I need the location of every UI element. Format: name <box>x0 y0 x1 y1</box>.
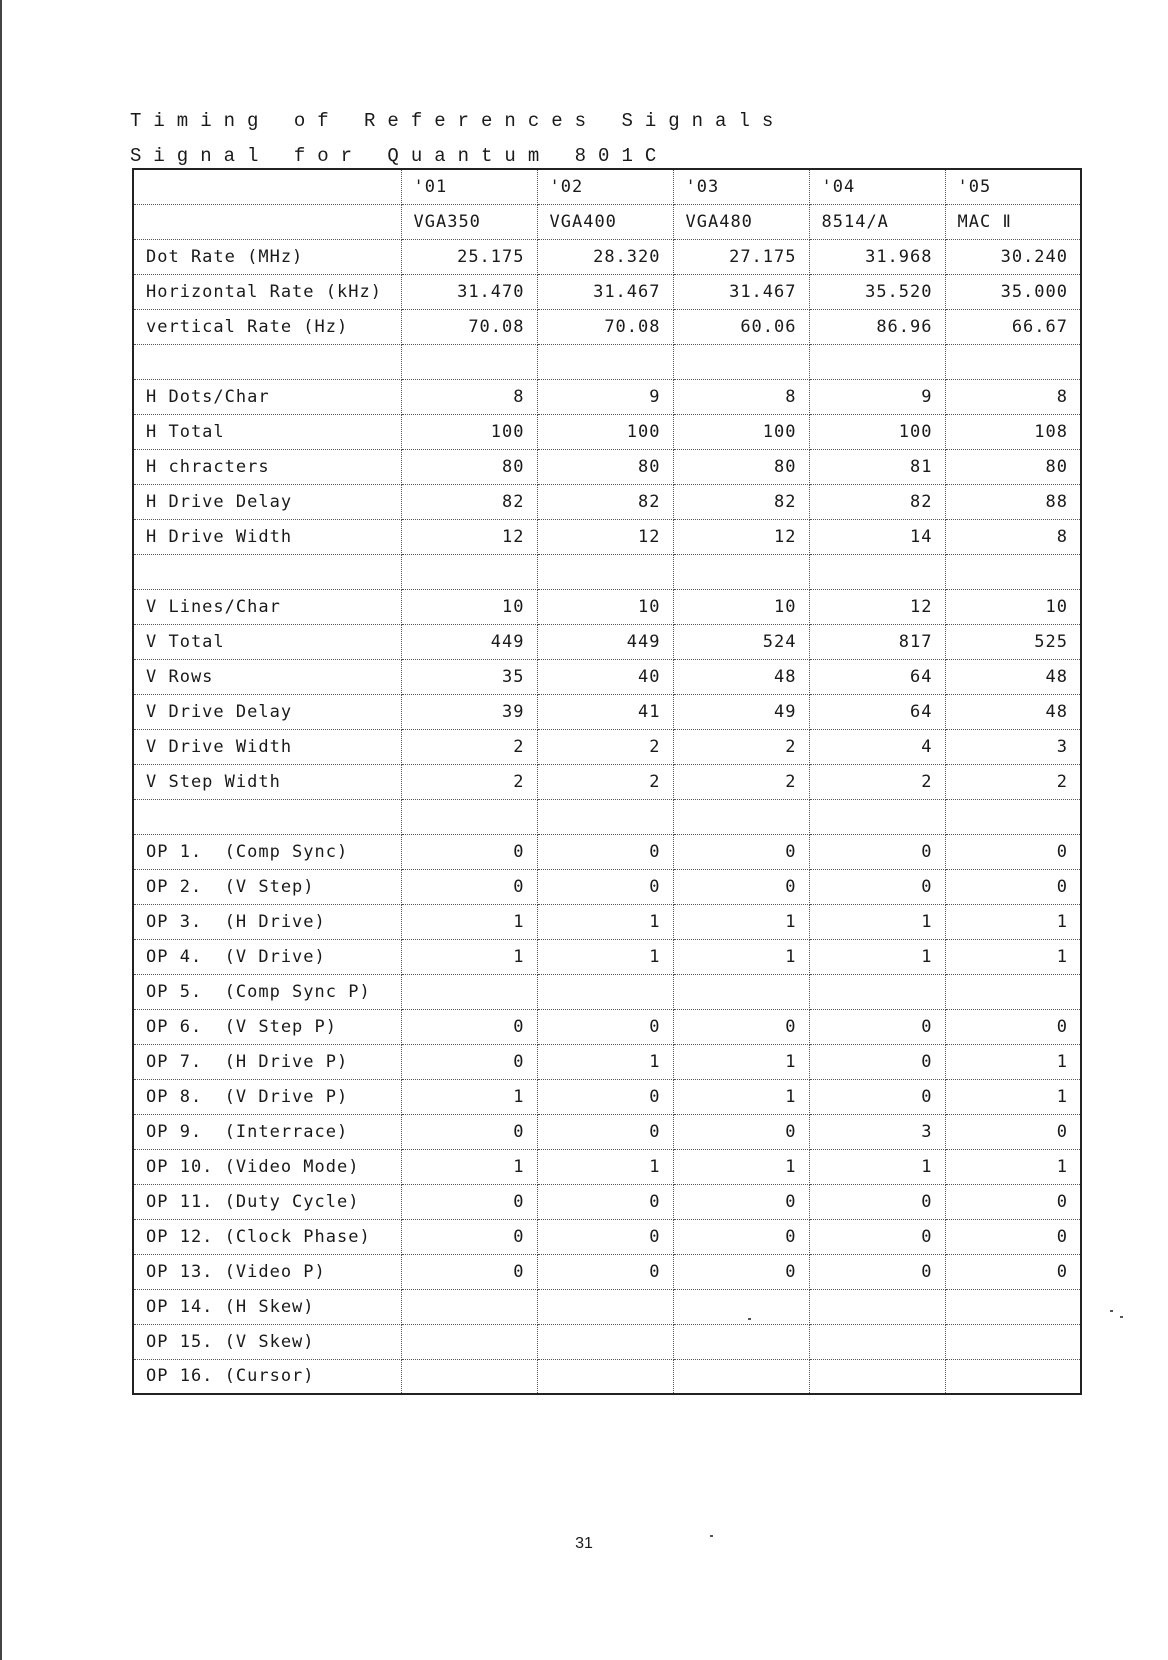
value-cell: 14 <box>809 519 945 554</box>
value-cell: 49 <box>673 694 809 729</box>
value-cell: 0 <box>809 834 945 869</box>
row-label: Horizontal Rate (kHz) <box>133 274 401 309</box>
header-blank-cell <box>133 169 401 204</box>
value-cell: 10 <box>537 589 673 624</box>
row-label: H Drive Delay <box>133 484 401 519</box>
table-row <box>133 1149 1081 1184</box>
row-label: OP 8. (V Drive P) <box>133 1079 401 1114</box>
value-cell: 100 <box>537 414 673 449</box>
value-cell: 31.467 <box>673 274 809 309</box>
value-cell: 70.08 <box>401 309 537 344</box>
row-label <box>133 344 401 379</box>
value-cell: 3 <box>945 729 1081 764</box>
value-cell: 0 <box>537 1079 673 1114</box>
value-cell: 80 <box>945 449 1081 484</box>
value-cell: 80 <box>401 449 537 484</box>
value-cell: 1 <box>401 1149 537 1184</box>
value-cell: 82 <box>673 484 809 519</box>
row-label: V Rows <box>133 659 401 694</box>
page-number: 31 <box>575 1535 593 1552</box>
value-cell: 9 <box>809 379 945 414</box>
row-label: OP 2. (V Step) <box>133 869 401 904</box>
row-label: OP 16. (Cursor) <box>133 1359 401 1394</box>
column-mode: VGA400 <box>537 204 673 239</box>
value-cell: 0 <box>401 834 537 869</box>
value-cell: 0 <box>945 1009 1081 1044</box>
value-cell: 0 <box>945 1254 1081 1289</box>
value-cell <box>809 554 945 589</box>
value-cell: 525 <box>945 624 1081 659</box>
table-row <box>133 1324 1081 1359</box>
value-cell: 1 <box>401 1079 537 1114</box>
table-row <box>133 1184 1081 1219</box>
value-cell <box>673 1359 809 1394</box>
column-code: '05 <box>945 169 1081 204</box>
table-row <box>133 1079 1081 1114</box>
value-cell: 0 <box>809 1254 945 1289</box>
value-cell: 0 <box>945 869 1081 904</box>
column-code: '04 <box>809 169 945 204</box>
row-label: OP 7. (H Drive P) <box>133 1044 401 1079</box>
value-cell: 0 <box>537 869 673 904</box>
value-cell: 2 <box>401 729 537 764</box>
value-cell: 1 <box>945 904 1081 939</box>
row-label: V Lines/Char <box>133 589 401 624</box>
column-mode: MAC Ⅱ <box>945 204 1081 239</box>
value-cell: 449 <box>537 624 673 659</box>
row-label <box>133 799 401 834</box>
value-cell: 4 <box>809 729 945 764</box>
row-label: H chracters <box>133 449 401 484</box>
value-cell: 25.175 <box>401 239 537 274</box>
document-title: Timing of References Signals <box>130 110 786 132</box>
scan-speck <box>748 1318 751 1320</box>
table-row <box>133 904 1081 939</box>
row-label: H Dots/Char <box>133 379 401 414</box>
value-cell: 2 <box>809 764 945 799</box>
value-cell: 3 <box>809 1114 945 1149</box>
value-cell: 9 <box>537 379 673 414</box>
row-label <box>133 554 401 589</box>
value-cell: 0 <box>401 1044 537 1079</box>
row-label: OP 6. (V Step P) <box>133 1009 401 1044</box>
value-cell: 10 <box>945 589 1081 624</box>
value-cell <box>673 344 809 379</box>
table-row <box>133 1114 1081 1149</box>
value-cell: 1 <box>809 904 945 939</box>
value-cell: 1 <box>673 904 809 939</box>
table-row <box>133 729 1081 764</box>
value-cell: 31.467 <box>537 274 673 309</box>
table-row <box>133 799 1081 834</box>
value-cell: 8 <box>945 379 1081 414</box>
table-row <box>133 344 1081 379</box>
row-label: OP 15. (V Skew) <box>133 1324 401 1359</box>
value-cell: 30.240 <box>945 239 1081 274</box>
value-cell <box>537 344 673 379</box>
value-cell: 2 <box>673 729 809 764</box>
value-cell: 1 <box>673 1044 809 1079</box>
header-row-modes <box>133 204 1081 239</box>
value-cell: 1 <box>537 1149 673 1184</box>
value-cell: 2 <box>673 764 809 799</box>
value-cell: 10 <box>401 589 537 624</box>
table-row <box>133 589 1081 624</box>
value-cell: 524 <box>673 624 809 659</box>
table-row <box>133 484 1081 519</box>
value-cell: 0 <box>673 1254 809 1289</box>
row-label: OP 5. (Comp Sync P) <box>133 974 401 1009</box>
value-cell: 0 <box>673 1184 809 1219</box>
value-cell: 41 <box>537 694 673 729</box>
table-row <box>133 939 1081 974</box>
value-cell <box>809 974 945 1009</box>
value-cell: 0 <box>537 1009 673 1044</box>
table-row <box>133 1009 1081 1044</box>
value-cell <box>401 344 537 379</box>
value-cell: 2 <box>537 764 673 799</box>
value-cell: 1 <box>809 939 945 974</box>
row-label: OP 14. (H Skew) <box>133 1289 401 1324</box>
value-cell <box>673 1324 809 1359</box>
table-row <box>133 239 1081 274</box>
value-cell: 100 <box>401 414 537 449</box>
value-cell <box>401 1289 537 1324</box>
value-cell: 1 <box>537 1044 673 1079</box>
value-cell: 12 <box>537 519 673 554</box>
table-row <box>133 624 1081 659</box>
value-cell: 0 <box>401 1184 537 1219</box>
value-cell: 12 <box>809 589 945 624</box>
value-cell <box>945 554 1081 589</box>
header-blank-cell <box>133 204 401 239</box>
value-cell: 0 <box>673 1114 809 1149</box>
value-cell <box>945 344 1081 379</box>
value-cell <box>401 554 537 589</box>
value-cell: 449 <box>401 624 537 659</box>
value-cell: 0 <box>537 1184 673 1219</box>
row-label: V Drive Delay <box>133 694 401 729</box>
value-cell: 0 <box>945 1114 1081 1149</box>
value-cell: 86.96 <box>809 309 945 344</box>
value-cell: 1 <box>945 1149 1081 1184</box>
value-cell: 100 <box>809 414 945 449</box>
value-cell: 64 <box>809 694 945 729</box>
value-cell: 2 <box>945 764 1081 799</box>
value-cell: 35.520 <box>809 274 945 309</box>
value-cell: 12 <box>401 519 537 554</box>
value-cell <box>809 799 945 834</box>
column-mode: VGA350 <box>401 204 537 239</box>
value-cell: 100 <box>673 414 809 449</box>
value-cell: 12 <box>673 519 809 554</box>
row-label: OP 11. (Duty Cycle) <box>133 1184 401 1219</box>
value-cell <box>537 1289 673 1324</box>
row-label: OP 4. (V Drive) <box>133 939 401 974</box>
value-cell <box>537 1324 673 1359</box>
table-row <box>133 1044 1081 1079</box>
value-cell: 0 <box>401 1254 537 1289</box>
value-cell: 80 <box>537 449 673 484</box>
value-cell: 80 <box>673 449 809 484</box>
row-label: OP 3. (H Drive) <box>133 904 401 939</box>
value-cell: 82 <box>401 484 537 519</box>
row-label: H Total <box>133 414 401 449</box>
value-cell: 0 <box>401 1114 537 1149</box>
value-cell: 0 <box>809 869 945 904</box>
table-row <box>133 974 1081 1009</box>
table-row <box>133 519 1081 554</box>
table-row <box>133 869 1081 904</box>
value-cell <box>809 1359 945 1394</box>
value-cell: 0 <box>401 1009 537 1044</box>
table-row <box>133 1359 1081 1394</box>
value-cell <box>537 974 673 1009</box>
value-cell: 82 <box>537 484 673 519</box>
value-cell: 1 <box>401 939 537 974</box>
value-cell: 66.67 <box>945 309 1081 344</box>
row-label: V Step Width <box>133 764 401 799</box>
table-row <box>133 764 1081 799</box>
value-cell: 0 <box>945 834 1081 869</box>
value-cell: 60.06 <box>673 309 809 344</box>
value-cell: 108 <box>945 414 1081 449</box>
value-cell: 1 <box>673 1149 809 1184</box>
timing-table <box>132 168 1082 1395</box>
value-cell: 1 <box>945 1079 1081 1114</box>
page-left-edge <box>0 0 2 1660</box>
value-cell: 1 <box>809 1149 945 1184</box>
value-cell: 81 <box>809 449 945 484</box>
value-cell: 28.320 <box>537 239 673 274</box>
value-cell: 1 <box>673 1079 809 1114</box>
table-row <box>133 309 1081 344</box>
value-cell: 8 <box>673 379 809 414</box>
value-cell: 1 <box>401 904 537 939</box>
table-row <box>133 694 1081 729</box>
timing-table-body <box>133 169 1081 1394</box>
row-label: V Drive Width <box>133 729 401 764</box>
value-cell: 64 <box>809 659 945 694</box>
value-cell: 0 <box>945 1184 1081 1219</box>
table-row <box>133 449 1081 484</box>
value-cell <box>537 554 673 589</box>
value-cell: 1 <box>537 939 673 974</box>
value-cell: 35.000 <box>945 274 1081 309</box>
row-label: V Total <box>133 624 401 659</box>
row-label: OP 9. (Interrace) <box>133 1114 401 1149</box>
value-cell: 8 <box>401 379 537 414</box>
value-cell: 817 <box>809 624 945 659</box>
value-cell: 0 <box>401 1219 537 1254</box>
value-cell: 0 <box>945 1219 1081 1254</box>
value-cell: 1 <box>537 904 673 939</box>
value-cell: 1 <box>945 1044 1081 1079</box>
value-cell <box>945 1359 1081 1394</box>
value-cell: 0 <box>537 834 673 869</box>
column-code: '01 <box>401 169 537 204</box>
value-cell: 10 <box>673 589 809 624</box>
value-cell: 39 <box>401 694 537 729</box>
value-cell <box>401 974 537 1009</box>
value-cell: 27.175 <box>673 239 809 274</box>
value-cell: 0 <box>809 1079 945 1114</box>
column-code: '03 <box>673 169 809 204</box>
row-label: OP 10. (Video Mode) <box>133 1149 401 1184</box>
value-cell: 2 <box>401 764 537 799</box>
value-cell: 0 <box>537 1219 673 1254</box>
table-row <box>133 1254 1081 1289</box>
document-subtitle: Signal for Quantum 801C <box>130 145 669 167</box>
value-cell: 1 <box>945 939 1081 974</box>
table-row <box>133 1289 1081 1324</box>
row-label: OP 1. (Comp Sync) <box>133 834 401 869</box>
table-row <box>133 834 1081 869</box>
value-cell: 40 <box>537 659 673 694</box>
value-cell <box>673 974 809 1009</box>
value-cell: 0 <box>537 1254 673 1289</box>
value-cell <box>945 799 1081 834</box>
table-row <box>133 414 1081 449</box>
value-cell: 0 <box>809 1184 945 1219</box>
value-cell: 0 <box>673 834 809 869</box>
scan-speck <box>1110 1310 1113 1312</box>
value-cell: 70.08 <box>537 309 673 344</box>
row-label: H Drive Width <box>133 519 401 554</box>
value-cell: 2 <box>537 729 673 764</box>
value-cell: 48 <box>673 659 809 694</box>
value-cell: 31.470 <box>401 274 537 309</box>
value-cell <box>945 1289 1081 1324</box>
value-cell <box>809 1289 945 1324</box>
row-label: OP 13. (Video P) <box>133 1254 401 1289</box>
value-cell: 35 <box>401 659 537 694</box>
value-cell: 31.968 <box>809 239 945 274</box>
table-row <box>133 379 1081 414</box>
value-cell <box>401 799 537 834</box>
column-code: '02 <box>537 169 673 204</box>
value-cell: 0 <box>673 1219 809 1254</box>
value-cell: 0 <box>673 869 809 904</box>
value-cell <box>401 1359 537 1394</box>
value-cell <box>673 1289 809 1324</box>
column-mode: 8514/A <box>809 204 945 239</box>
value-cell: 48 <box>945 659 1081 694</box>
value-cell <box>809 344 945 379</box>
value-cell: 1 <box>673 939 809 974</box>
table-row <box>133 1219 1081 1254</box>
row-label: Dot Rate (MHz) <box>133 239 401 274</box>
value-cell <box>673 799 809 834</box>
value-cell: 82 <box>809 484 945 519</box>
scan-speck <box>1120 1316 1123 1318</box>
value-cell <box>673 554 809 589</box>
row-label: vertical Rate (Hz) <box>133 309 401 344</box>
scan-speck <box>710 1535 713 1537</box>
header-row-codes <box>133 169 1081 204</box>
value-cell: 0 <box>673 1009 809 1044</box>
value-cell <box>945 974 1081 1009</box>
value-cell: 0 <box>809 1009 945 1044</box>
value-cell: 8 <box>945 519 1081 554</box>
value-cell: 88 <box>945 484 1081 519</box>
value-cell: 0 <box>809 1219 945 1254</box>
value-cell: 48 <box>945 694 1081 729</box>
value-cell <box>537 799 673 834</box>
value-cell <box>401 1324 537 1359</box>
column-mode: VGA480 <box>673 204 809 239</box>
value-cell <box>945 1324 1081 1359</box>
row-label: OP 12. (Clock Phase) <box>133 1219 401 1254</box>
value-cell: 0 <box>537 1114 673 1149</box>
table-row <box>133 659 1081 694</box>
table-row <box>133 554 1081 589</box>
value-cell: 0 <box>809 1044 945 1079</box>
value-cell: 0 <box>401 869 537 904</box>
value-cell <box>809 1324 945 1359</box>
value-cell <box>537 1359 673 1394</box>
table-row <box>133 274 1081 309</box>
